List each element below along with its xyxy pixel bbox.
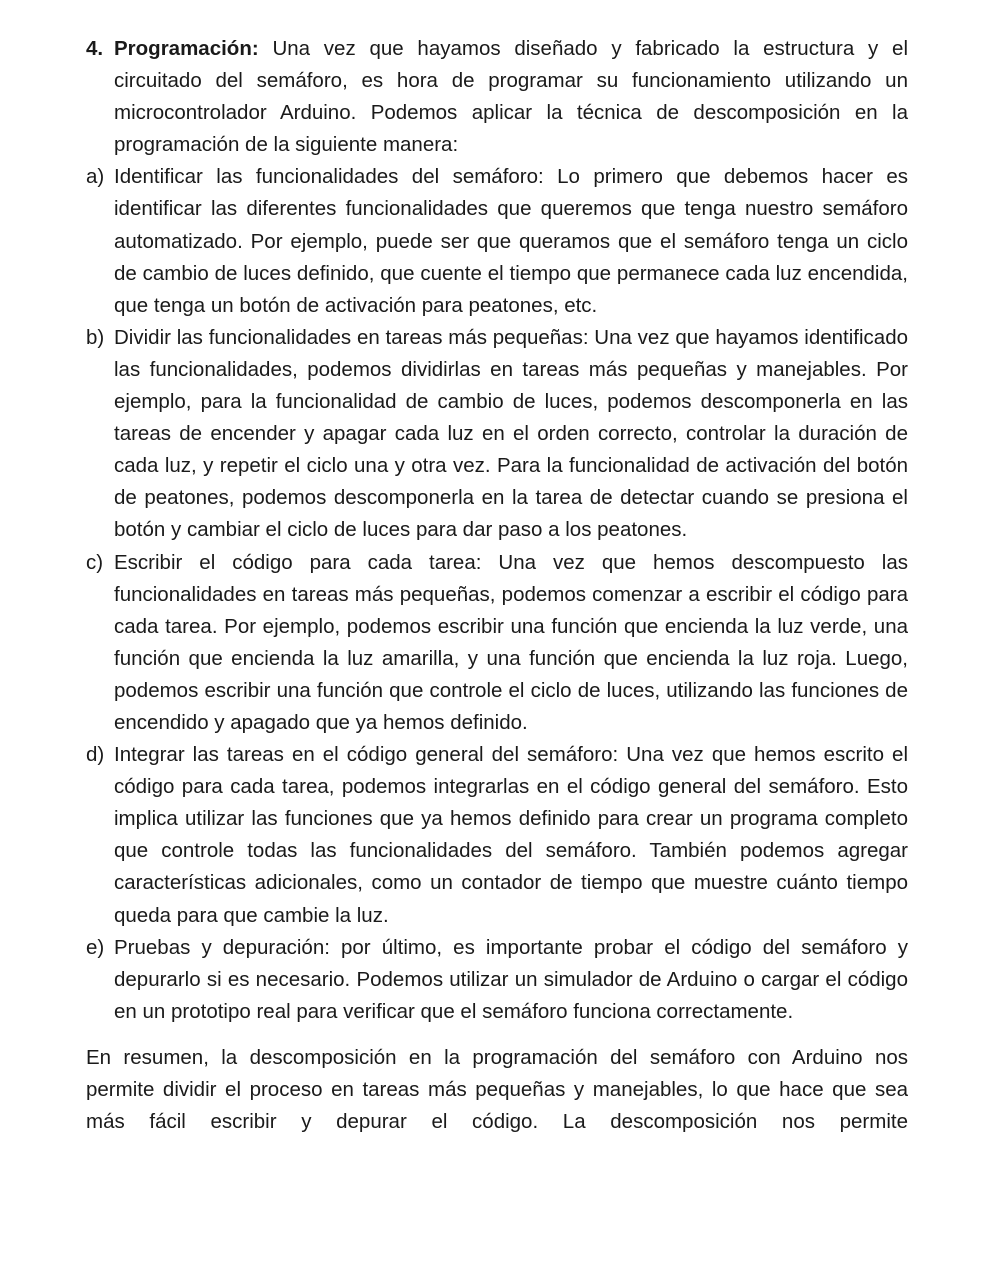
step-b — [86, 322, 908, 547]
step-c — [86, 547, 908, 740]
section-4 — [86, 33, 908, 161]
step-a — [86, 161, 908, 321]
step-text: Pruebas y depuración: por último, es importante probar el código del semáforo y depurarlo si es necesario. Podemos utilizar un simulador de Arduino o cargar el código en un prototipo real para verificar que el semáforo funciona correctamente. — [114, 935, 908, 1023]
section-intro-text: Una vez que hayamos diseñado y fabricado la estructura y el circuitado del semáforo, es hora de programar su funcionamiento utilizando un microcontrolador Arduino. Podemos aplicar la técnica de descomposición en la programación de la siguiente manera: — [114, 37, 908, 157]
step-e — [86, 932, 908, 1028]
step-text: Escribir el código para cada tarea: Una vez que hemos descompuesto las funcionalidades en tareas más pequeñas, podemos comenzar a escribir el código para cada tarea. Por ejemplo, podemos escribir una función que encienda la luz verde, una función que encienda la luz amarilla, y una función que encienda la luz roja. Luego, podemos escribir una función que controle el ciclo de luces, utilizando las funciones de encendido y apagado que ya hemos definido. — [114, 550, 908, 734]
step-marker: d) — [86, 743, 105, 767]
step-marker: b) — [86, 325, 105, 349]
step-marker: e) — [86, 935, 105, 959]
step-d — [86, 739, 908, 932]
section-intro — [114, 33, 908, 161]
summary-paragraph: En resumen, la descomposición en la programación del semáforo con Arduino nos permite dividir el proceso en tareas más pequeñas y manejables, lo que hace que sea más fácil escribir y depurar el código. La descomposición nos permite — [86, 1045, 908, 1134]
step-marker: c) — [86, 550, 104, 574]
step-text: Identificar las funcionalidades del semáforo: Lo primero que debemos hacer es identificar las diferentes funcionalidades que queremos que tenga nuestro semáforo automatizado. Por ejemplo, puede ser que queramos que el semáforo tenga un ciclo de cambio de luces definido, que cuente el tiempo que permanece cada luz encendida, que tenga un botón de activación para peatones, etc. — [114, 165, 908, 317]
document-page — [86, 33, 908, 1159]
step-marker: a) — [86, 165, 105, 189]
section-heading: Programación: — [114, 37, 259, 60]
step-text: Dividir las funcionalidades en tareas más pequeñas: Una vez que hayamos identificado las funcionalidades, podemos dividirlas en tareas más pequeñas y manejables. Por ejemplo, para la funcionalidad de cambio de luces, podemos descomponerla en las tareas de encender y apagar cada luz en el orden correcto, controlar la duración de cada luz, y repetir el ciclo una y otra vez. Para la funcionalidad de activación del botón de peatones, podemos descomponerla en la tarea de detectar cuando se presiona el botón y cambiar el ciclo de luces para dar paso a los peatones. — [114, 325, 908, 542]
section-number: 4. — [86, 37, 104, 60]
step-text: Integrar las tareas en el código general del semáforo: Una vez que hemos escrito el código para cada tarea, podemos integrarlas en el código general del semáforo. Esto implica utilizar las funciones que ya hemos definido para crear un programa completo que controle todas las funcionalidades del semáforo. También podemos agregar características adicionales, como un contador de tiempo que muestre cuánto tiempo queda para que cambie la luz. — [114, 743, 908, 927]
